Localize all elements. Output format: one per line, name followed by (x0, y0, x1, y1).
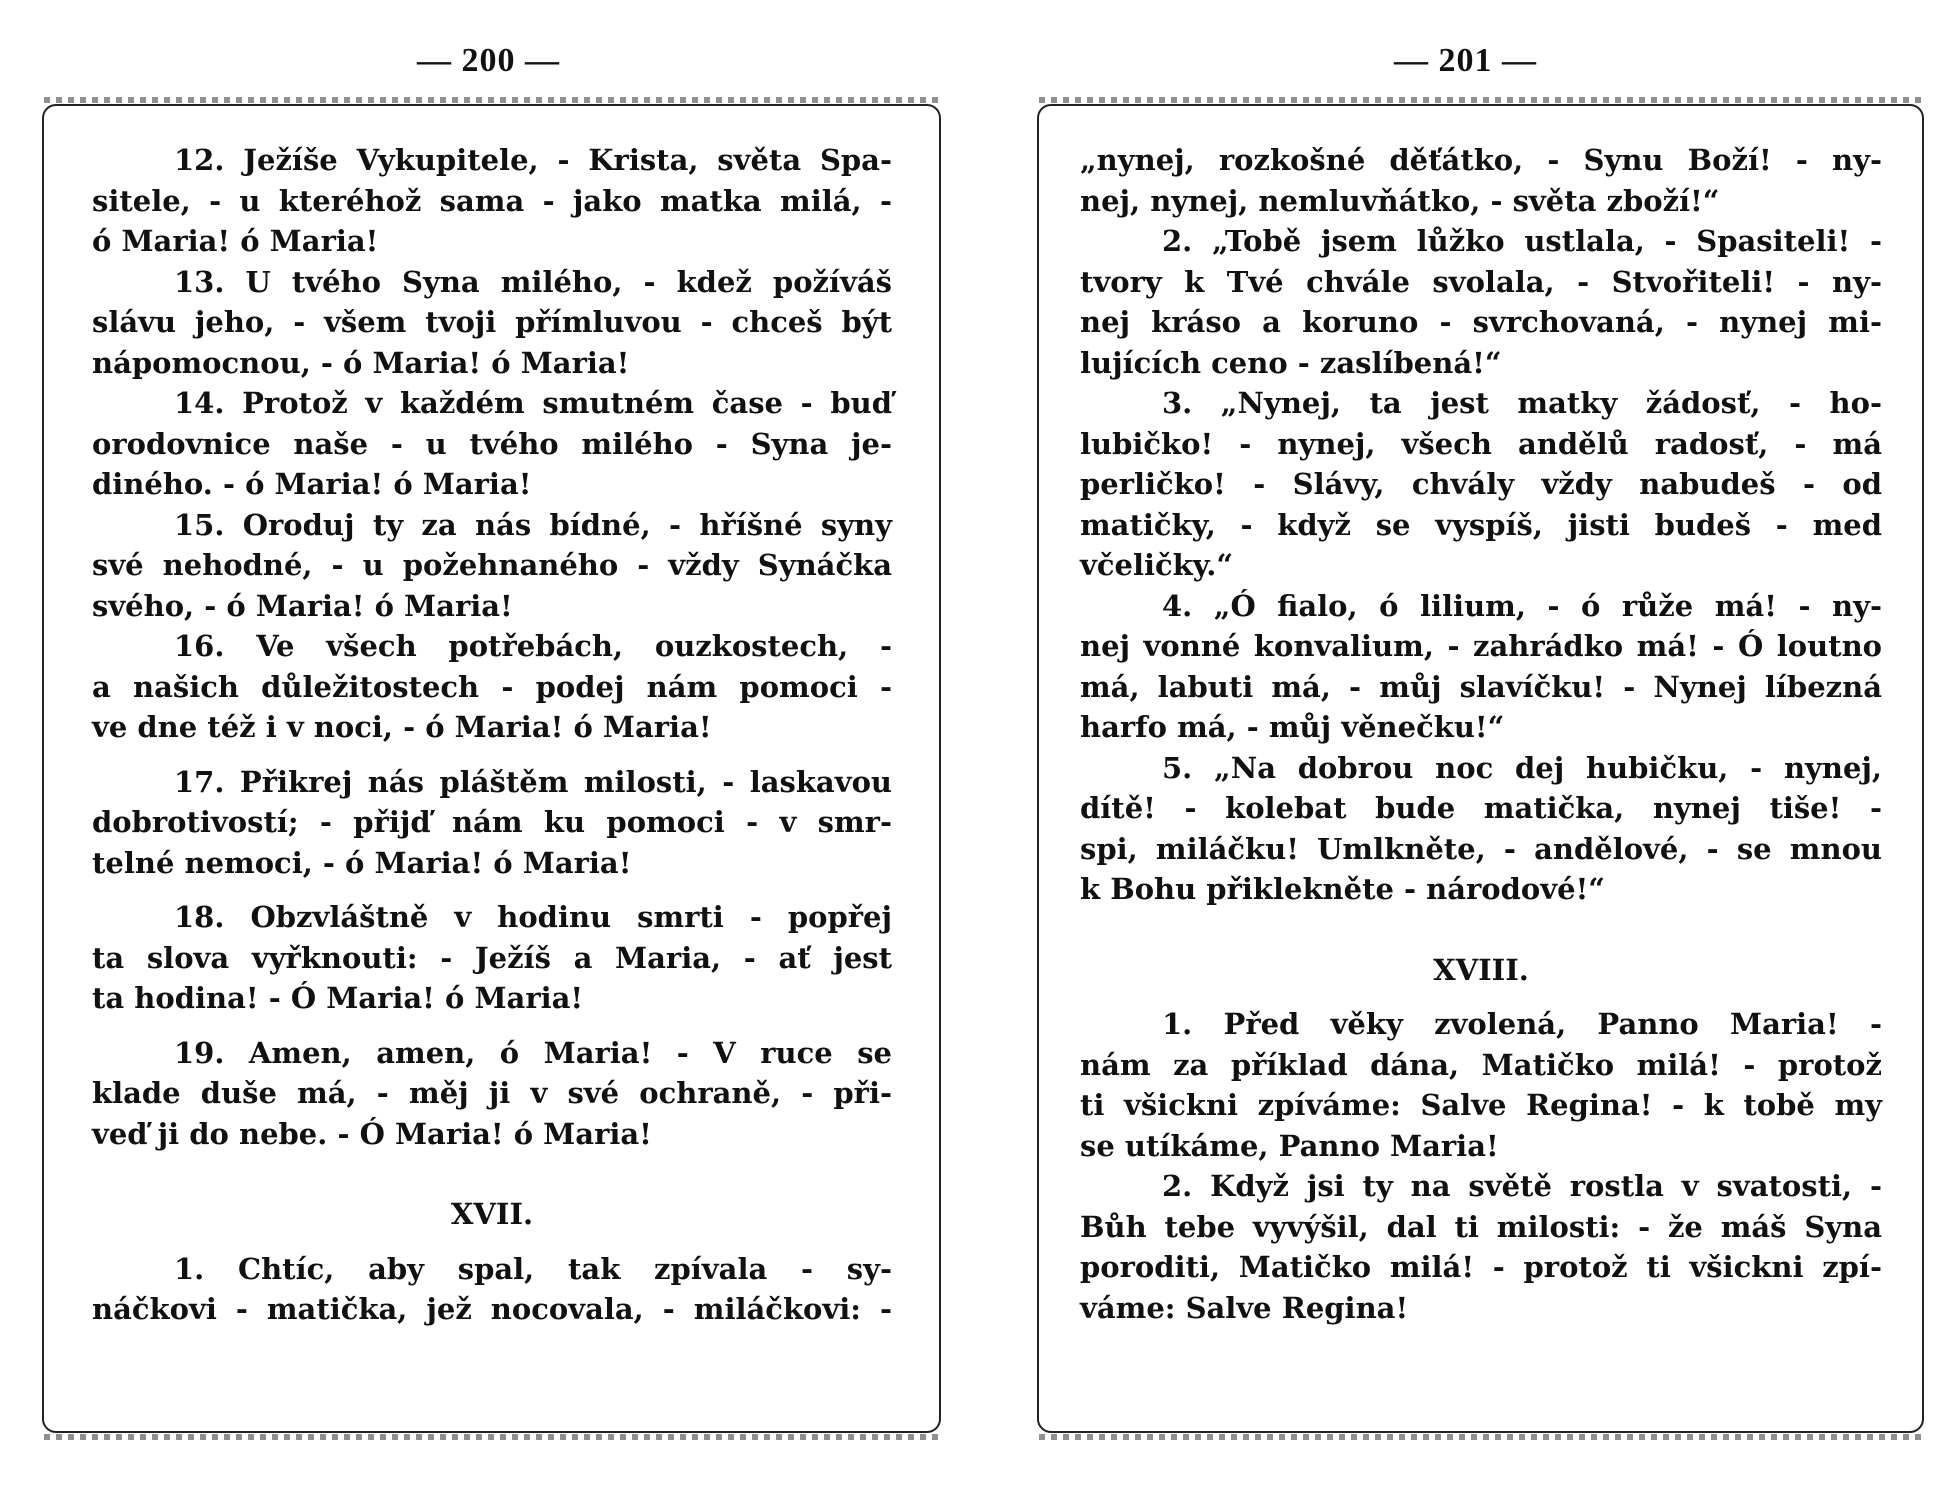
text-line: svého, - ó Maria! ó Maria! (92, 588, 513, 623)
page-text (92, 140, 892, 1330)
text-line: 19. Amen, amen, ó Maria! - V ruce se (174, 1035, 892, 1070)
text-line: 17. Přikrej nás pláštěm milosti, - laskavou (174, 764, 892, 799)
text-line: 2. „Tobě jsem lůžko ustlala, - Spasiteli! - (1162, 224, 1882, 258)
text-line: 1. Před věky zvolená, Panno Maria! - (1162, 1007, 1882, 1041)
text-line: matičky, - když se vyspíš, jisti budeš - med (1080, 507, 1882, 542)
text-line: ve dne též i v noci, - ó Maria! ó Maria! (92, 710, 712, 744)
text-line: perličko! - Slávy, chvály vždy nabudeš - od (1080, 467, 1882, 501)
text-line: nej, nynej, nemluvňátko, - světa zboží!“ (1080, 183, 1720, 218)
text-line: a našich důležitostech - podej nám pomoci - (92, 669, 892, 704)
text-line: k Bohu přiklekněte - národové!“ (1080, 872, 1605, 906)
text-line: ta slova vyřknouti: - Ježíš a Maria, - ať jest (92, 940, 892, 975)
text-line: 14. Protož v každém smutném čase - buď (174, 386, 892, 420)
text-line: 16. Ve všech potřebách, ouzkostech, - (174, 629, 892, 663)
text-line: ó Maria! ó Maria! (92, 224, 379, 258)
right-page (977, 0, 1954, 1500)
text-line: 18. Obzvláštně v hodinu smrti - popřej (174, 900, 892, 934)
page-number: — 201 — (1394, 42, 1537, 79)
text-line: poroditi, Matičko milá! - protož ti všickni zpí- (1080, 1250, 1882, 1284)
text-line: „nynej, rozkošné děťátko, - Synu Boží! - ny- (1080, 143, 1882, 177)
text-line: spi, miláčku! Umlkněte, - andělové, - se mnou (1080, 831, 1882, 866)
text-line: orodovnice naše - u tvého milého - Syna je- (92, 426, 892, 461)
text-line: 1. Chtíc, aby spal, tak zpívala - sy- (174, 1251, 892, 1286)
text-line: nám za příklad dána, Matičko milá! - protož (1080, 1047, 1882, 1082)
text-line: Bůh tebe vyvýšil, dal ti milosti: - že máš Syna (1080, 1209, 1882, 1244)
text-line: má, labuti má, - můj slavíčku! - Nynej líbezná (1080, 669, 1882, 704)
text-line: váme: Salve Regina! (1080, 1290, 1409, 1325)
text-line: lujících ceno - zaslíbená!“ (1080, 345, 1502, 380)
text-line: tvory k Tvé chvále svolala, - Stvořiteli! - ny- (1080, 264, 1882, 299)
text-line: 2. Když jsi ty na světě rostla v svatosti, - (1162, 1169, 1882, 1203)
page-text (1080, 140, 1882, 1328)
text-line: nápomocnou, - ó Maria! ó Maria! (92, 345, 630, 380)
text-line: 3. „Nynej, ta jest matky žádosť, - ho- (1162, 386, 1882, 420)
text-line: diného. - ó Maria! ó Maria! (92, 467, 532, 501)
text-line: 12. Ježíše Vykupitele, - Krista, světa Spa- (174, 143, 892, 177)
text-line: harfo má, - můj věnečku!“ (1080, 710, 1505, 744)
section-heading: XVII. (450, 1197, 534, 1231)
text-line: náčkovi - matička, jež nocovala, - miláčkovi: - (92, 1292, 892, 1326)
text-line: 13. U tvého Syna milého, - kdež požíváš (174, 264, 892, 299)
text-line: své nehodné, - u požehnaného - vždy Synáčka (92, 548, 892, 582)
text-line: klade duše má, - měj ji v své ochraně, - při- (92, 1076, 892, 1110)
text-line: ta hodina! - Ó Maria! ó Maria! (92, 981, 584, 1015)
section-heading: XVIII. (1433, 952, 1529, 987)
text-line: slávu jeho, - všem tvoji přímluvou - chceš být (92, 305, 892, 339)
text-line: ti všickni zpíváme: Salve Regina! - k tobě my (1080, 1088, 1882, 1122)
text-line: telné nemoci, - ó Maria! ó Maria! (92, 845, 632, 880)
text-line: dítě! - kolebat bude matička, nynej tiše! - (1080, 791, 1882, 825)
text-line: lubičko! - nynej, všech andělů radosť, - má (1080, 426, 1882, 461)
text-line: nej kráso a koruno - svrchovaná, - nynej mi- (1080, 305, 1882, 339)
page-number: — 200 — (417, 42, 560, 79)
text-line: se utíkáme, Panno Maria! (1080, 1128, 1499, 1163)
text-line: včeličky.“ (1080, 548, 1234, 582)
text-line: sitele, - u kteréhož sama - jako matka milá, - (92, 183, 892, 218)
text-line: 15. Oroduj ty za nás bídné, - hříšné syny (174, 507, 892, 542)
text-line: 4. „Ó fialo, ó lilium, - ó růže má! - ny- (1162, 588, 1882, 623)
text-line: 5. „Na dobrou noc dej hubičku, - nynej, (1162, 750, 1882, 785)
text-line: dobrotivostí; - přijď nám ku pomoci - v smr- (92, 805, 892, 839)
text-line: veď ji do nebe. - Ó Maria! ó Maria! (92, 1116, 652, 1151)
text-line: nej vonné konvalium, - zahrádko má! - Ó loutno (1080, 629, 1882, 663)
